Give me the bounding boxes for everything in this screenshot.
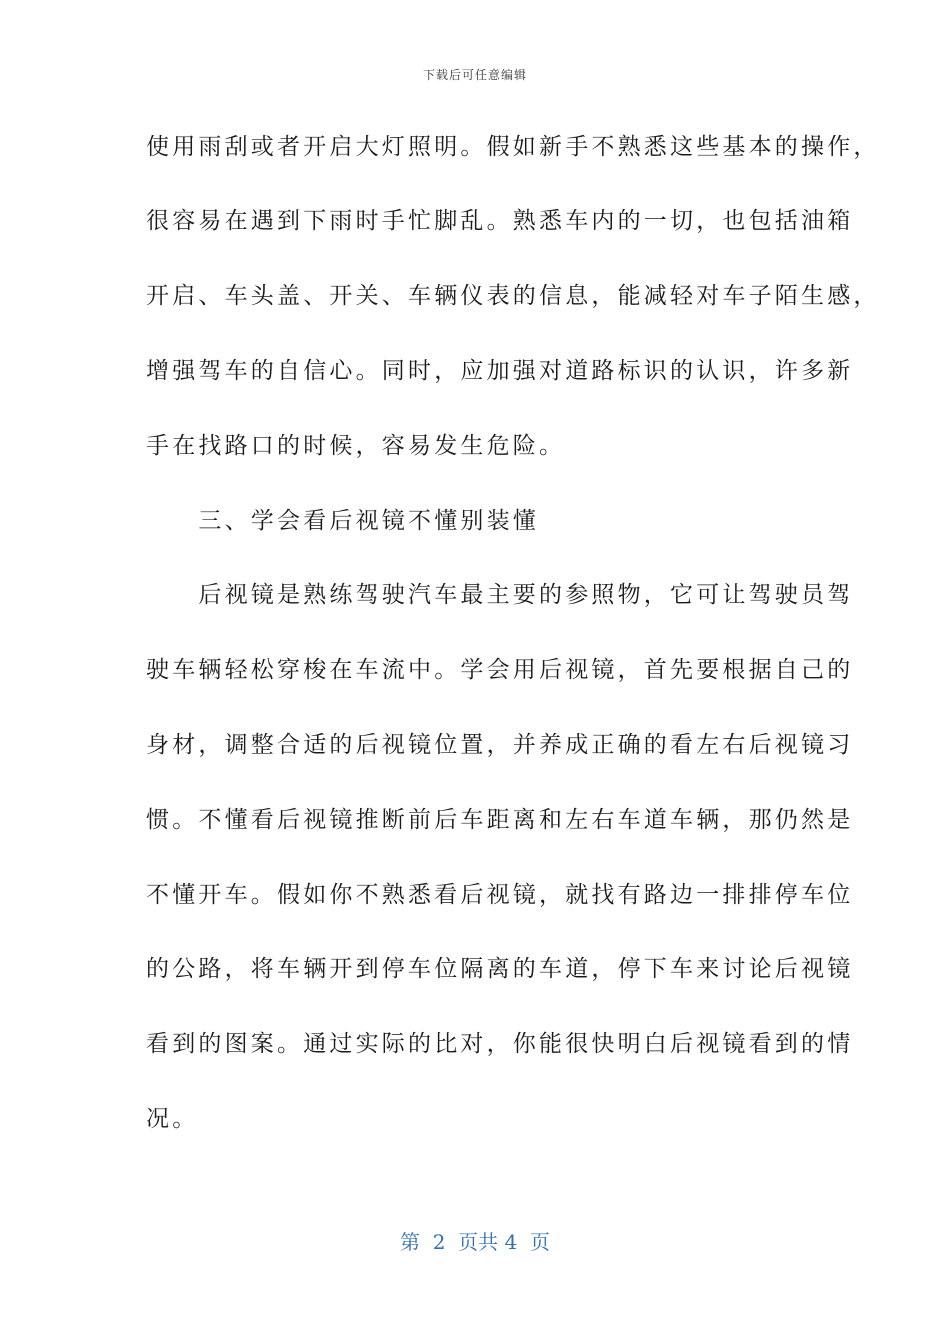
page-header: 下载后可任意编辑: [422, 68, 527, 82]
body-line-3: 开启、车头盖、开关、车辆仪表的信息，能减轻对车子陌生感，: [146, 283, 880, 309]
body-line-8: 驶车辆轻松穿梭在车流中。学会用后视镜，首先要根据自己的: [146, 657, 854, 683]
body-line-10: 惯。不懂看后视镜推断前后车距离和左右车道车辆，那仍然是: [146, 807, 854, 833]
body-line-12: 的公路，将车辆开到停车位隔离的车道，停下车来讨论后视镜: [146, 956, 854, 982]
body-line-1: 使用雨刮或者开启大灯照明。假如新手不熟悉这些基本的操作，: [146, 134, 880, 160]
section-heading: 三、学会看后视镜不懂别装懂: [146, 508, 539, 534]
page-number-footer: 第 2 页共 4 页: [400, 1230, 550, 1254]
body-line-2: 很容易在遇到下雨时手忙脚乱。熟悉车内的一切，也包括油箱: [146, 208, 854, 234]
body-line-9: 身材，调整合适的后视镜位置，并养成正确的看左右后视镜习: [146, 732, 854, 758]
body-line-14: 况。: [146, 1106, 199, 1132]
body-line-4: 增强驾车的自信心。同时，应加强对道路标识的认识，许多新: [146, 358, 854, 384]
body-line-5: 手在找路口的时候，容易发生危险。: [146, 433, 566, 459]
body-line-13: 看到的图案。通过实际的比对，你能很快明白后视镜看到的情: [146, 1031, 854, 1057]
body-line-11: 不懂开车。假如你不熟悉看后视镜，就找有路边一排排停车位: [146, 882, 854, 908]
body-line-7: 后视镜是熟练驾驶汽车最主要的参照物，它可让驾驶员驾: [146, 582, 854, 608]
